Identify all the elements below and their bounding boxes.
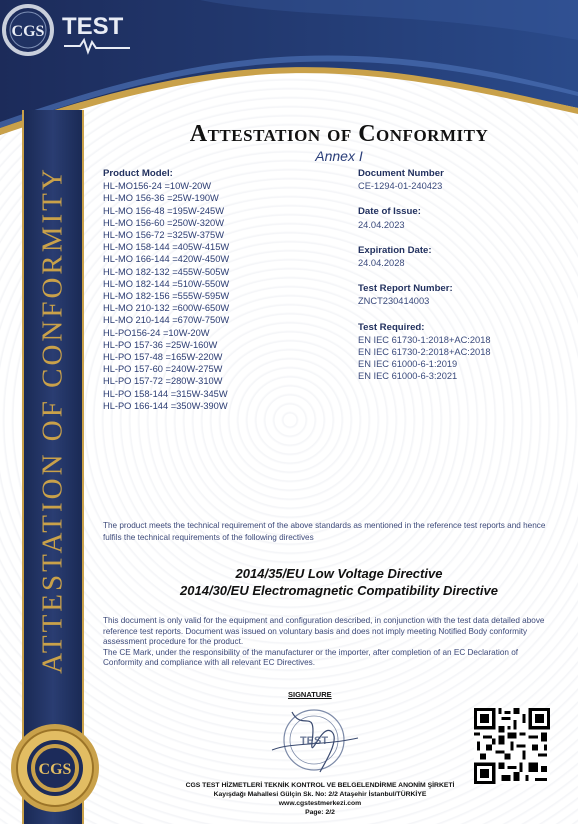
directive-emc: 2014/30/EU Electromagnetic Compatibility Directive xyxy=(180,583,498,598)
qr-code xyxy=(474,708,550,784)
svg-text:CGS: CGS xyxy=(38,761,72,778)
signature-stamp-icon xyxy=(262,702,366,778)
ce-mark-paragraph: The CE Mark, under the responsibility of the manufacturer or the importer, after completion of an EC Declaration of Conformity and compliance with all relevant EC Directives. xyxy=(103,647,519,668)
model-item: HL-PO 166-144 =350W-390W xyxy=(103,400,228,411)
product-model-heading: Product Model: xyxy=(103,168,173,179)
directives-block xyxy=(100,565,578,599)
header-banner xyxy=(0,0,578,135)
document-details xyxy=(358,168,568,397)
model-item: HL-MO 166-144 =420W-450W xyxy=(103,254,230,265)
svg-text:TEST: TEST xyxy=(299,735,329,747)
test-required-item: EN IEC 61730-1:2018+AC:2018 xyxy=(358,334,491,345)
model-item: HL-PO 157-36 =25W-160W xyxy=(103,339,218,350)
signature-label: SIGNATURE xyxy=(288,690,332,699)
model-item: HL-PO 157-60 =240W-275W xyxy=(103,364,223,375)
directive-low-voltage: 2014/35/EU Low Voltage Directive xyxy=(235,566,443,581)
validity-notice xyxy=(103,616,558,669)
standards-statement: The product meets the technical requirement of the above standards as mentioned in the reference test reports and hence fulfils the technical requirements of the following directives xyxy=(103,521,546,542)
model-item: HL-MO 210-144 =670W-750W xyxy=(103,315,230,326)
issue-date: 24.04.2023 xyxy=(358,219,405,230)
model-item: HL-MO 182-132 =455W-505W xyxy=(103,266,230,277)
model-item: HL-PO 158-144 =315W-345W xyxy=(103,388,228,399)
model-item: HL-MO 182-144 =510W-550W xyxy=(103,278,230,289)
test-required-item: EN IEC 61730-2:2018+AC:2018 xyxy=(358,347,491,358)
model-item: HL-MO 182-156 =555W-595W xyxy=(103,291,230,302)
test-required-item: EN IEC 61000-6-1:2019 xyxy=(358,359,458,370)
footer xyxy=(130,781,510,817)
page-title: Attestation of Conformity xyxy=(189,121,489,147)
side-vertical-title: ATTESTATION OF CONFORMITY xyxy=(36,166,69,674)
expiration-date-label: Expiration Date: xyxy=(358,244,432,256)
model-item: HL-PO 157-72 =280W-310W xyxy=(103,376,223,387)
model-item: HL-MO 156-72 =325W-375W xyxy=(103,230,225,241)
model-item: HL-MO 156-36 =25W-190W xyxy=(103,193,219,204)
expiration-date: 24.04.2028 xyxy=(358,258,405,269)
model-item: HL-PO156-24 =10W-20W xyxy=(103,327,210,338)
svg-text:CGS: CGS xyxy=(11,23,45,40)
product-model-list xyxy=(103,168,229,412)
issue-date-label: Date of Issue: xyxy=(358,206,421,218)
model-item: HL-PO 157-48 =165W-220W xyxy=(103,352,223,363)
model-item: HL-MO 158-144 =405W-415W xyxy=(103,242,230,253)
footer-address: Kayışdağı Mahallesi Gülçin Sk. No: 2/2 Ataşehir İstanbul/TÜRKİYE xyxy=(213,791,427,798)
footer-company: CGS TEST HİZMETLERİ TEKNİK KONTROL VE BELGELENDİRME ANONİM ŞİRKETİ xyxy=(185,782,455,789)
model-item: HL-MO156-24 =10W-20W xyxy=(103,181,212,192)
page-subtitle: Annex I xyxy=(315,148,363,164)
svg-text:TEST: TEST xyxy=(62,13,124,40)
model-item: HL-MO 156-60 =250W-320W xyxy=(103,217,225,228)
model-item: HL-MO 156-48 =195W-245W xyxy=(103,205,225,216)
footer-website: www.cgstestmerkezi.com xyxy=(278,800,362,807)
test-required-label: Test Required: xyxy=(358,321,425,333)
gold-seal-icon xyxy=(9,722,101,814)
footer-page-number: Page: 2/2 xyxy=(305,809,335,816)
test-report-label: Test Report Number: xyxy=(358,283,453,295)
cgs-test-logo xyxy=(0,0,140,62)
document-number-label: Document Number xyxy=(358,168,444,179)
model-item: HL-MO 210-132 =600W-650W xyxy=(103,303,230,314)
test-required-item: EN IEC 61000-6-3:2021 xyxy=(358,371,458,382)
validity-paragraph: This document is only valid for the equipment and configuration described, in conjunction with the test data detailed above reference test reports. Document was issued on voluntary basis and does not imply meeting Notified Body conformity assessment procedure for the product. xyxy=(103,616,545,647)
test-report-number: ZNCT230414003 xyxy=(358,296,430,307)
document-number: CE-1294-01-240423 xyxy=(358,181,443,192)
